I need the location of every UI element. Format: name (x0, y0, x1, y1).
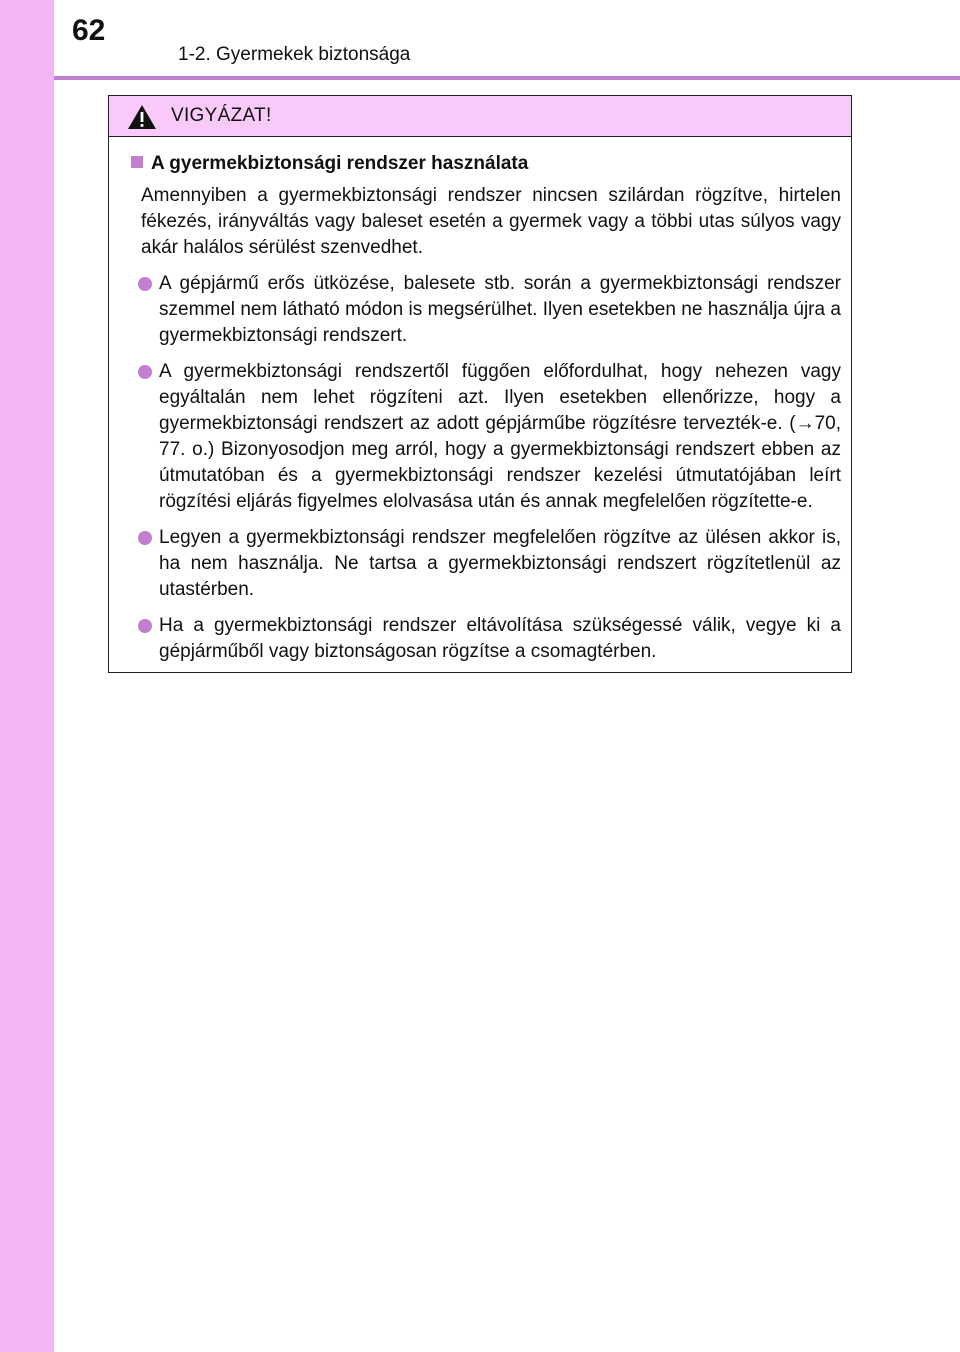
round-bullet-icon (138, 365, 152, 379)
warning-heading-text: A gyermekbiztonsági rendszer használata (151, 153, 529, 174)
page-number: 62 (72, 14, 106, 47)
list-item (131, 613, 841, 665)
header-rule (54, 76, 960, 80)
round-bullet-icon (138, 531, 152, 545)
warning-subheading (131, 151, 841, 177)
list-item (131, 525, 841, 603)
square-bullet-icon (131, 156, 143, 168)
warning-intro: Amennyiben a gyermekbiztonsági rendszer nincsen szilárdan rögzítve, hirtelen fékezés, irányváltás vagy baleset esetén a gyermek vagy a többi utas súlyos vagy akár halálos sérülést szenvedhet. (141, 185, 841, 258)
round-bullet-icon (138, 277, 152, 291)
warning-triangle-icon (127, 104, 157, 130)
warning-list (131, 271, 841, 665)
list-item-text: A gyermekbiztonsági rendszertől függően előfordulhat, hogy nehezen vagy egyáltalán nem lehet rögzíteni azt. Ilyen esetekben ellenőrizze, hogy a gyermekbiztonsági rendszert az adott gépjárműbe rögzítésre tervezték-e. (→70, 77. o.) Bizonyosodjon meg arról, hogy a gyermekbiztonsági rendszert ebben az útmutatóban és a gyermekbiztonsági rendszer kezelési útmutatójában leírt rögzítési eljárás figyelmes elolvasása után és annak megfelelően rögzítette-e. (159, 361, 841, 512)
warning-box (108, 95, 852, 673)
list-item-text: Legyen a gyermekbiztonsági rendszer megfelelően rögzítve az ülésen akkor is, ha nem használja. Ne tartsa a gyermekbiztonsági rendszert rögzítetlenül az utastérben. (159, 527, 841, 600)
list-item (131, 271, 841, 349)
list-item (131, 359, 841, 515)
side-color-bar (0, 0, 54, 1352)
list-item-text: Ha a gyermekbiztonsági rendszer eltávolítása szükségessé válik, vegye ki a gépjárműből vagy biztonságosan rögzítse a csomagtérben. (159, 615, 841, 662)
list-item-text: A gépjármű erős ütközése, balesete stb. során a gyermekbiztonsági rendszer szemmel nem látható módon is megsérülhet. Ilyen esetekben ne használja újra a gyermekbiztonsági rendszert. (159, 273, 841, 346)
section-title: 1-2. Gyermekek biztonsága (178, 44, 411, 65)
warning-title: VIGYÁZAT! (171, 105, 272, 126)
round-bullet-icon (138, 619, 152, 633)
warning-body (109, 137, 851, 665)
warning-header (109, 96, 851, 137)
